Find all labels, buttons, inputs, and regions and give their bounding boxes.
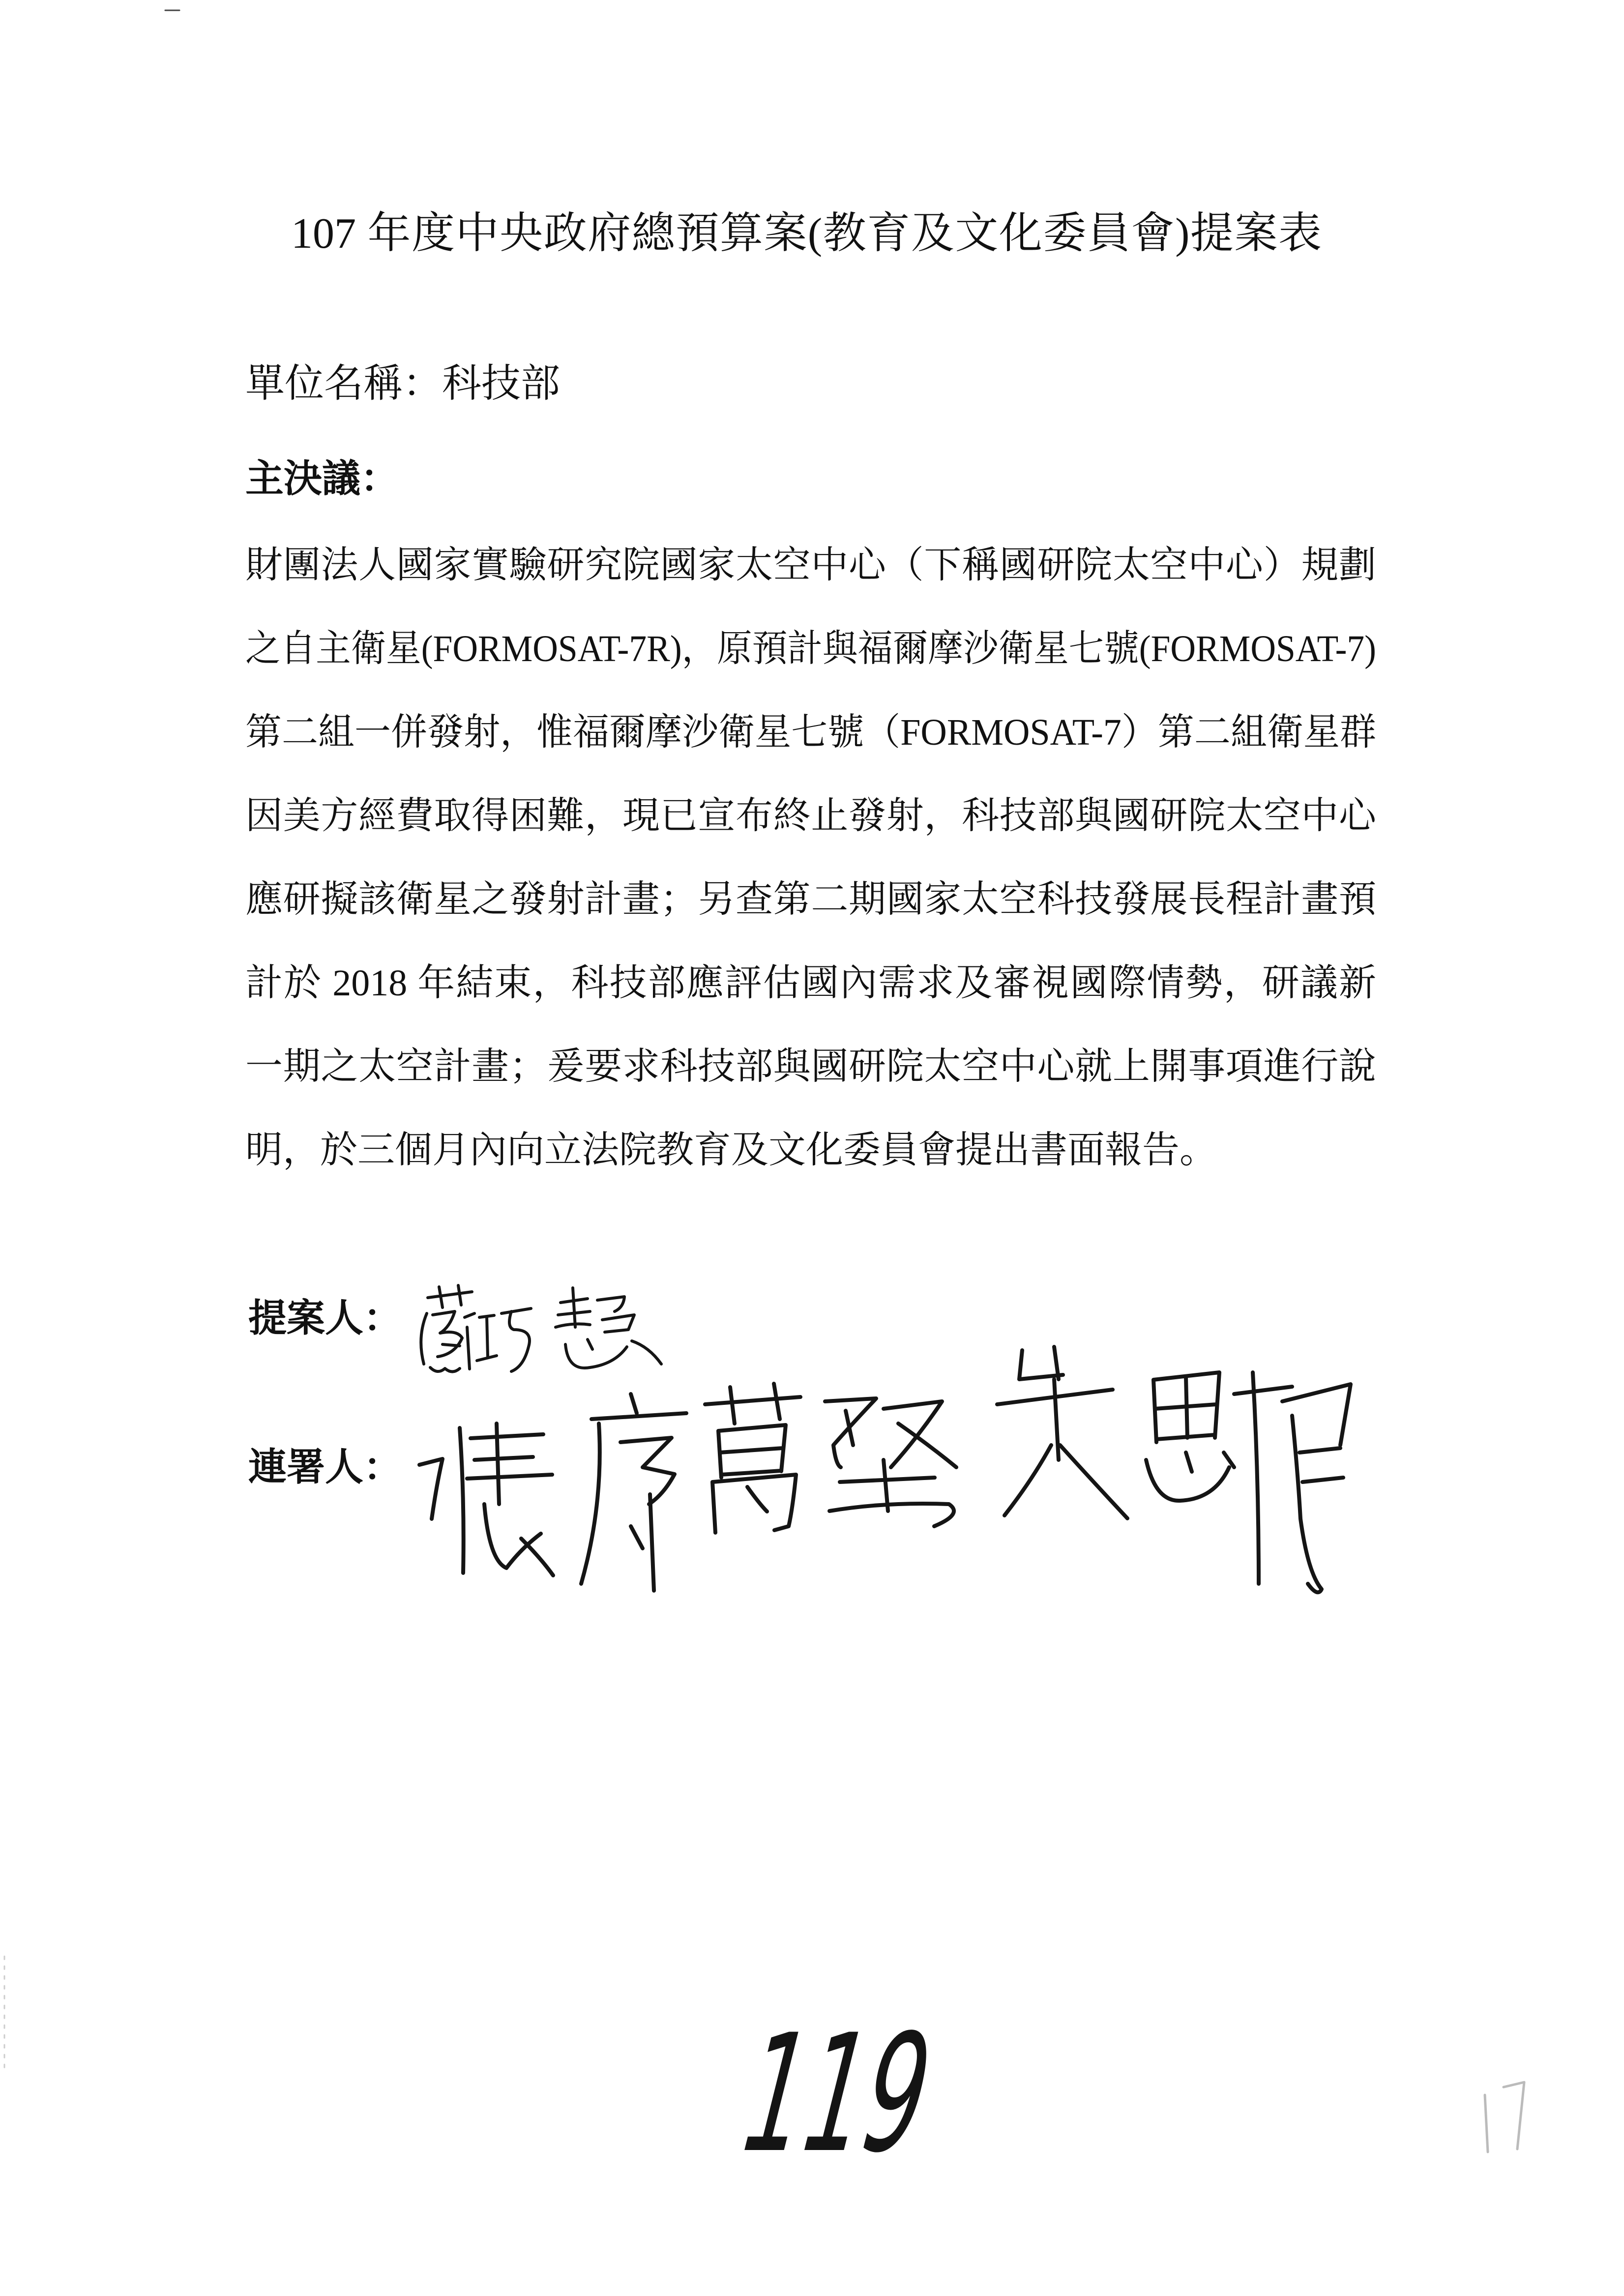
handwritten-page-number: 119: [723, 2000, 950, 2188]
signature-stroke: [467, 1424, 553, 1575]
unit-label: 單位名稱：: [245, 362, 442, 406]
proposer-label: 提案人：: [248, 1297, 402, 1339]
resolution-line: 計於 2018 年結束，科技部應評估國內需求及審視國際情勢，研議新: [245, 962, 1376, 1004]
cosigner-signature-2: [997, 1347, 1351, 1592]
resolution-line: 明，於三個月內向立法院教育及文化委員會提出書面報告。: [245, 1130, 1217, 1171]
resolution-line: 之自主衛星(FORMOSAT-7R)，原預計與福爾摩沙衛星七號(FORMOSAT-7): [245, 628, 1376, 669]
unit-value: 科技部: [442, 362, 560, 406]
resolution-line: 財團法人國家實驗研究院國家太空中心（下稱國研院太空中心）規劃: [245, 545, 1376, 586]
resolution-line: 一期之太空計畫；爰要求科技部與國研院太空中心就上開事項進行說: [245, 1046, 1376, 1087]
bleed-stroke: [1485, 2082, 1524, 2152]
signature-stroke: [705, 1384, 800, 1533]
signature-stroke: [1146, 1372, 1234, 1501]
signature-stroke: [581, 1394, 686, 1591]
page-title: 107 年度中央政府總預算案(教育及文化委員會)提案表: [291, 210, 1322, 258]
unit-line: [245, 364, 560, 404]
signature-stroke: [556, 1288, 661, 1368]
resolution-heading: 主決議：: [245, 457, 399, 500]
signature-stroke: [421, 1285, 474, 1372]
resolution-line: 因美方經費取得困難，現已宣布終止發射，科技部與國研院太空中心: [245, 795, 1376, 837]
signature-stroke: [997, 1347, 1127, 1518]
signature-stroke: [1234, 1372, 1351, 1592]
signature-stroke: [825, 1398, 956, 1526]
cosigner-label: 連署人：: [248, 1446, 402, 1488]
resolution-line: 第二組一併發射，惟福爾摩沙衛星七號（FORMOSAT-7）第二組衛星群: [245, 712, 1376, 753]
resolution-line: 應研擬該衛星之發射計畫；另查第二期國家太空科技發展長程計畫預: [245, 879, 1376, 920]
proposer-signature: [421, 1285, 661, 1372]
bleed-through-mark: [1485, 2082, 1524, 2152]
signature-stroke: [419, 1428, 464, 1573]
signature-stroke: [477, 1308, 531, 1371]
resolution-body: [245, 523, 1376, 1192]
cosigner-signature-1: [419, 1384, 956, 1591]
